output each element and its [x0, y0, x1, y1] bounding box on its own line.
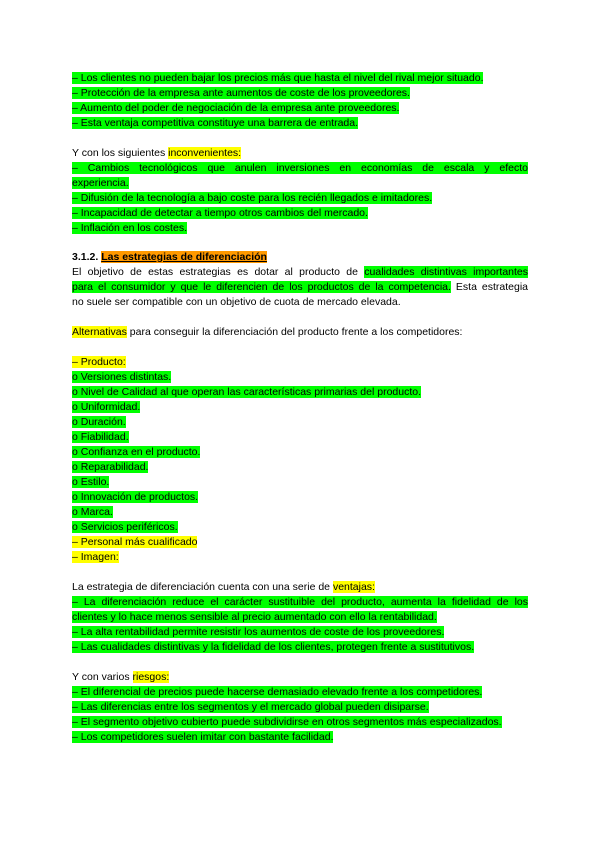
list-item: – Las cualidades distintivas y la fidelidad de los clientes, protegen frente a sustitutivos. [72, 641, 475, 653]
list-item: – Inflación en los costes. [72, 222, 187, 234]
ventajas-intro: La estrategia de diferenciación cuenta con una serie de ventajas: [72, 581, 375, 593]
list-item: – El diferencial de precios puede hacerse demasiado elevado frente a los competidores. [72, 686, 483, 698]
sub-list-item: o Versiones distintas. [72, 371, 172, 383]
sub-list-item: o Nivel de Calidad al que operan las características primarias del producto. [72, 386, 422, 398]
list-item: – Personal más cualificado [72, 536, 198, 548]
riesgos-intro: Y con varios riesgos: [72, 671, 170, 683]
paragraph-line: no suele ser compatible con un objetivo de cuota de mercado elevada. [72, 296, 401, 308]
list-item: – Incapacidad de detectar a tiempo otros cambios del mercado. [72, 207, 368, 219]
paragraph-line: El objetivo de estas estrategias es dotar al producto de cualidades distintivas importantes [72, 266, 529, 278]
alternativas-intro: Alternativas para conseguir la diferenciación del producto frente a los competidores: [72, 326, 463, 338]
sub-list-item: o Confianza en el producto. [72, 446, 201, 458]
paragraph-line: para el consumidor y que le diferencien de los productos de la competencia. Esta estrategia [72, 281, 528, 293]
sub-list-item: o Fiabilidad. [72, 431, 129, 443]
inconvenientes-intro: Y con los siguientes inconvenientes: [72, 147, 242, 159]
list-item: – Los clientes no pueden bajar los precios más que hasta el nivel del rival mejor situado. [72, 72, 484, 84]
list-item: – Los competidores suelen imitar con bastante facilidad. [72, 731, 334, 743]
list-item: clientes y lo hace menos sensible al precio aumentado con ello la rentabilidad. [72, 611, 437, 623]
list-item: experiencia. [72, 177, 129, 189]
list-item: – Protección de la empresa ante aumentos de coste de los proveedores. [72, 87, 410, 99]
list-item: – Las diferencias entre los segmentos y el mercado global pueden disiparse. [72, 701, 429, 713]
sub-list-item: o Duración. [72, 416, 126, 428]
list-item: – La alta rentabilidad permite resistir los aumentos de coste de los proveedores. [72, 626, 445, 638]
sub-list-item: o Reparabilidad. [72, 461, 149, 473]
list-item: – Esta ventaja competitiva constituye una barrera de entrada. [72, 117, 359, 129]
sub-list-item: o Marca. [72, 506, 113, 518]
sub-list-item: o Servicios periféricos. [72, 521, 178, 533]
sub-list-item: o Innovación de productos. [72, 491, 199, 503]
section-heading: 3.1.2. Las estrategias de diferenciación [72, 251, 267, 263]
list-item: – La diferenciación reduce el carácter sustituible del producto, aumenta la fidelidad de los [72, 596, 528, 608]
list-item: – Difusión de la tecnología a bajo coste para los recién llegados e imitadores. [72, 192, 433, 204]
list-item: – Cambios tecnológicos que anulen inversiones en economías de escala y efecto [72, 162, 528, 174]
list-item: – Imagen: [72, 551, 119, 563]
sub-list-item: o Uniformidad. [72, 401, 141, 413]
list-item: – Producto: [72, 356, 126, 368]
document-body [72, 71, 528, 745]
list-item: – El segmento objetivo cubierto puede subdividirse en otros segmentos más especializados. [72, 716, 502, 728]
sub-list-item: o Estilo. [72, 476, 110, 488]
list-item: – Aumento del poder de negociación de la empresa ante proveedores. [72, 102, 400, 114]
